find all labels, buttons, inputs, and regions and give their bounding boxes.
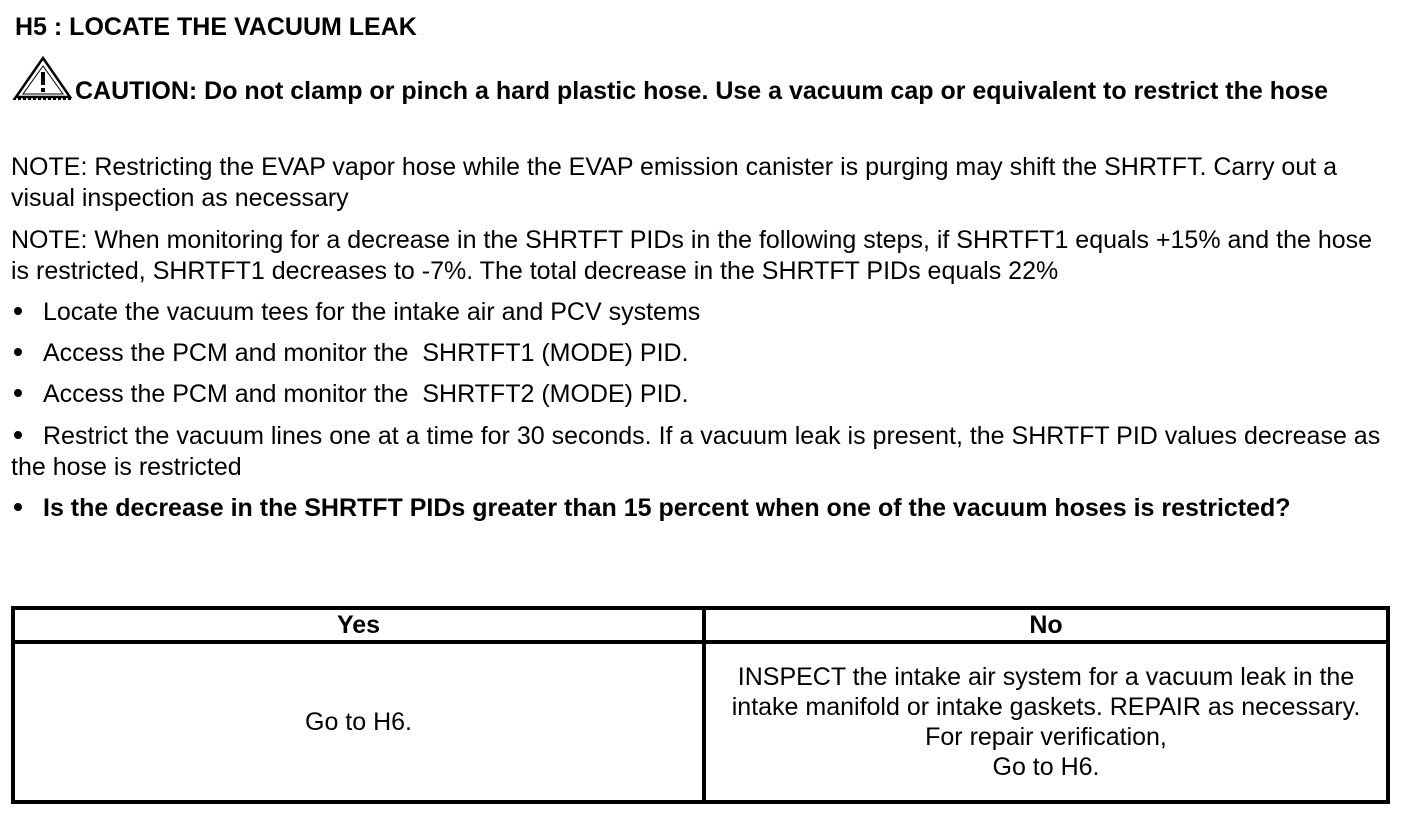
header-yes: Yes: [13, 608, 704, 642]
note-evap: NOTE: Restricting the EVAP vapor hose while the EVAP emission canister is purging may shift the SHRTFT. Carry out a visual inspection as necessary: [11, 153, 1338, 212]
step-text: Locate the vacuum tees for the intake air and PCV systems: [43, 298, 701, 326]
step-text: Restrict the vacuum lines one at a time for 30 seconds. If a vacuum leak is present, the SHRTFT PID values decrease as the hose is restricted: [11, 422, 1381, 481]
page-title: H5 : LOCATE THE VACUUM LEAK: [15, 13, 417, 41]
caution-text: CAUTION: Do not clamp or pinch a hard plastic hose. Use a vacuum cap or equivalent to restrict the hose: [75, 77, 1329, 105]
question-item: [11, 493, 1311, 524]
no-action-goto: Go to H6.: [992, 753, 1100, 781]
note-shrtft-decrease: NOTE: When monitoring for a decrease in the SHRTFT PIDs in the following steps, if SHRTFT1 equals +15% and the hose is restricted, SHRTFT1 decreases to -7%. The total decrease in the SHRTFT PIDs equals 22%: [11, 226, 1373, 285]
list-item: [11, 379, 1396, 410]
list-item: [11, 297, 1396, 328]
yes-action-cell: Go to H6.: [13, 642, 704, 802]
list-item: [11, 338, 1396, 369]
list-item: [11, 421, 1396, 483]
step-text: Access the PCM and monitor the SHRTFT1 (MODE) PID.: [43, 339, 689, 367]
bullet-dot-icon: [14, 348, 22, 356]
header-no: No: [704, 608, 1388, 642]
warning-triangle-icon: [11, 55, 75, 101]
bullet-dot-icon: [14, 503, 22, 511]
bullet-dot-icon: [14, 307, 22, 315]
table-row: [13, 642, 1388, 802]
decision-table: [11, 606, 1390, 804]
table-header-row: [13, 608, 1388, 642]
bullet-dot-icon: [14, 431, 22, 439]
no-action-inspect: INSPECT the intake air system for a vacuum leak in the intake manifold or intake gaskets. REPAIR as necessary.: [731, 663, 1361, 721]
bullet-dot-icon: [14, 389, 22, 397]
caution-block: [11, 55, 1381, 107]
step-text: Access the PCM and monitor the SHRTFT2 (MODE) PID.: [43, 380, 689, 408]
no-action-cell: [704, 642, 1388, 802]
no-action-verification: For repair verification,: [925, 723, 1167, 751]
question-text: Is the decrease in the SHRTFT PIDs greater than 15 percent when one of the vacuum hoses is restricted?: [43, 494, 1291, 522]
